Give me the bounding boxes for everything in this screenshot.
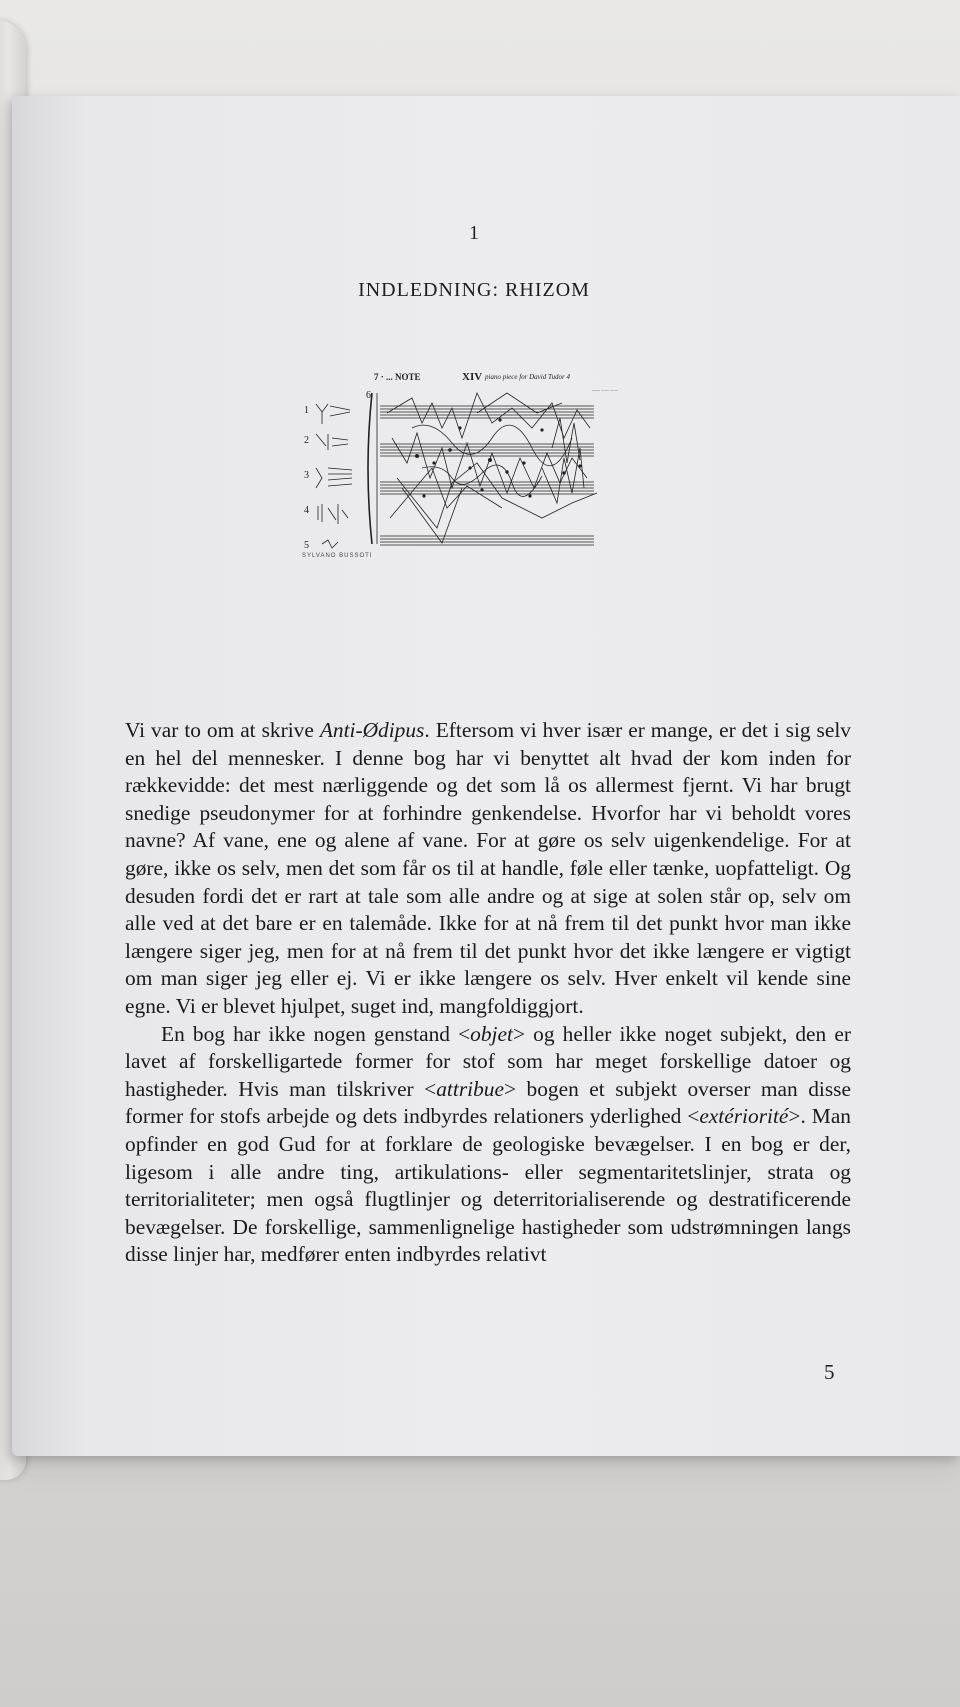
chapter-number: 1 <box>469 222 479 244</box>
body-text <box>125 717 851 1269</box>
score-header-text: piano piece for David Tudor 4 <box>485 373 570 381</box>
page-number: 5 <box>824 1360 835 1384</box>
paragraph <box>125 717 851 1021</box>
italic-term: objet <box>470 1021 513 1046</box>
text-run: > bogen et subjekt overser man disse former for stofs arbejde og dets indbyrdes relationers yderlighed < <box>125 1076 851 1129</box>
text-run: Vi var to om at skrive <box>125 718 320 742</box>
text-run: > og heller ikke noget subjekt, den er lavet af forskelligartede former for stof som har meget forskellige datoer og hastigheder. Hvis man tilskriver < <box>125 1021 851 1101</box>
svg-text:3: 3 <box>304 470 309 481</box>
svg-text:4: 4 <box>304 505 309 516</box>
text-run: >. Man opfinder en god Gud for at forklare de geologiske bevægelser. I en bog er der, ligesom i alle andre ting, artikulations- eller segmentaritetslinjer, strata og territorialiteter; men også flugtlinjer og deterritorialiserende og destratificerende bevægelser. De forskellige, sammenlignelige hastigheder som udstrømningen langs disse linjer har, medfører enten indbyrdes relativt <box>125 1104 852 1267</box>
svg-text:5: 5 <box>304 540 309 551</box>
score-drawing <box>302 368 662 568</box>
score-roman: XIV <box>462 371 483 383</box>
chapter-title: INDLEDNING: RHIZOM <box>358 279 590 301</box>
text-run: En bog har ikke nogen genstand < <box>161 1021 471 1046</box>
italic-term: Anti-Ødipus <box>319 718 425 742</box>
italic-term: attribue <box>436 1076 504 1101</box>
musical-score-figure <box>302 368 662 568</box>
paragraph <box>125 1021 851 1269</box>
svg-text:2: 2 <box>304 435 309 446</box>
book-page <box>12 96 960 1456</box>
svg-text:6: 6 <box>366 390 371 401</box>
score-signature: SYLVANO BUSSOTI <box>302 553 373 559</box>
italic-term: extériorité <box>699 1104 789 1129</box>
svg-text:____ ____ ____: ____ ____ ____ <box>592 386 618 391</box>
score-header-left: 7 · ... NOTE <box>374 372 421 382</box>
svg-text:1: 1 <box>304 405 309 416</box>
text-run: . Eftersom vi hver især er mange, er det i sig selv en hel del mennesker. I denne bog har vi benyttet alt hvad der kom inden for rækkevidde: det mest nærliggende og det som lå os allermest fjernt. Vi har brugt snedige pseudonymer for at forhindre genkendelse. Hvorfor har vi beholdt vores navne? Af vane, ene og alene af vane. For at gøre os selv uigenkendelige. For at gøre, ikke os selv, men det som får os til at handle, føle eller tænke, uopfatteligt. Og desuden fordi det er rart at tale som alle andre og at sige at solen står op, selv om alle ved at det bare er en talemåde. Ikke for at nå frem til det punkt hvor man ikke længere siger jeg, men for at nå frem til det punkt hvor det ikke længere er vigtigt om man siger jeg eller ej. Vi er ikke længere os selv. Hver enkelt vil kende sine egne. Vi er blevet hjulpet, suget ind, mangfoldiggjort. <box>125 718 851 1018</box>
